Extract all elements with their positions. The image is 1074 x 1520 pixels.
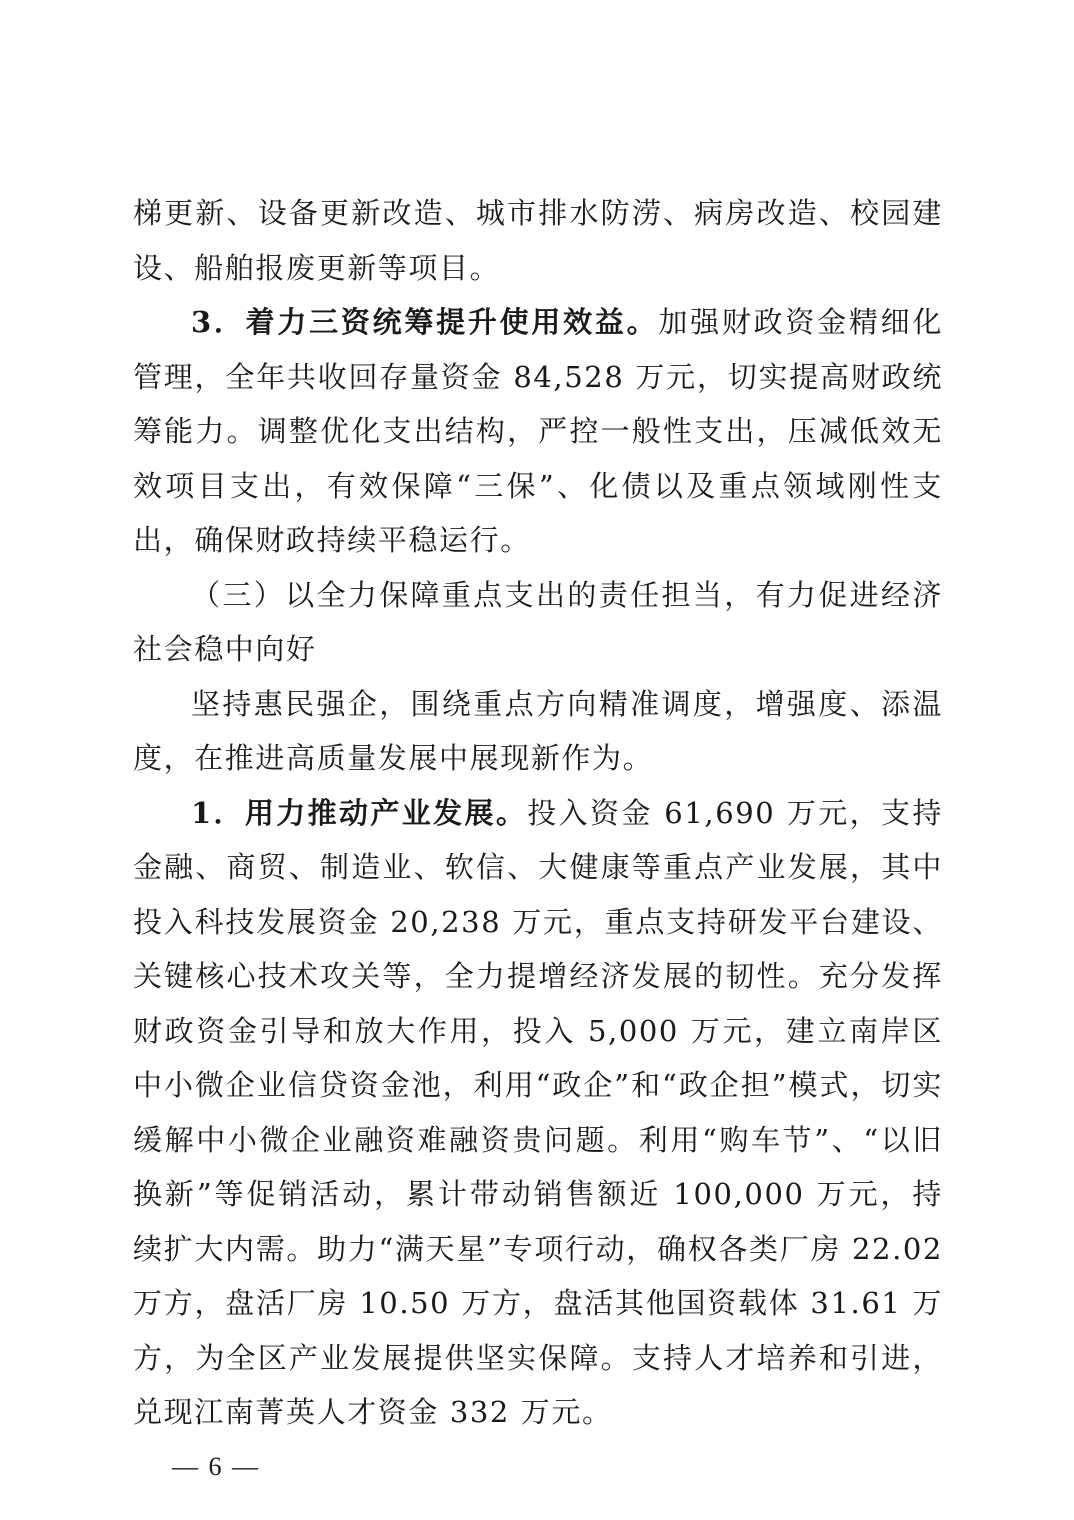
paragraph-lead: 1．用力推动产业发展。 bbox=[191, 795, 528, 830]
paragraph-text: 投入资金 61,690 万元，支持金融、商贸、制造业、软信、大健康等重点产业发展，其中投入科技发展资金 20,238 万元，重点支持研发平台建设、关键核心技术攻关等，全力提增经济发展的韧性。充分发挥财政资金引导和放大作用，投入 5,000 万元，建立南岸区中小微企业信贷资金池，利用“政企”和“政企担”模式，切实缓解中小微企业融资难融资贵问题。利用“购车节”、“以旧换新”等促销活动，累计带动销售额近 100,000 万元，持续扩大内需。助力“满天星”专项行动，确权各类厂房 22.02 万方，盘活厂房 10.50 万方，盘活其他国资载体 31.61 万方，为全区产业发展提供坚实保障。支持人才培养和引进，兑现江南菁英人才资金 332 万元。 bbox=[133, 795, 943, 1429]
paragraph-item-1 bbox=[133, 786, 943, 1440]
paragraph-text: 加强财政资金精细化管理，全年共收回存量资金 84,528 万元，切实提高财政统筹能力。调整优化支出结构，严控一般性支出，压减低效无效项目支出，有效保障“三保”、化债以及重点领域刚性支出，确保财政持续平稳运行。 bbox=[133, 305, 943, 557]
body-text bbox=[133, 186, 943, 1440]
paragraph-text: 坚持惠民强企，围绕重点方向精准调度，增强度、添温度，在推进高质量发展中展现新作为。 bbox=[133, 686, 943, 775]
paragraph-text: 梯更新、设备更新改造、城市排水防涝、病房改造、校园建设、船舶报废更新等项目。 bbox=[133, 196, 943, 285]
paragraph-continuation bbox=[133, 186, 943, 295]
page-number: — 6 — bbox=[172, 1452, 260, 1481]
paragraph-item-3 bbox=[133, 295, 943, 568]
section-heading-text: （三）以全力保障重点支出的责任担当，有力促进经济社会稳中向好 bbox=[133, 577, 943, 666]
section-heading bbox=[133, 568, 943, 677]
paragraph-lead: 3．着力三资统筹提升使用效益。 bbox=[191, 305, 659, 339]
paragraph-intro bbox=[133, 677, 943, 786]
